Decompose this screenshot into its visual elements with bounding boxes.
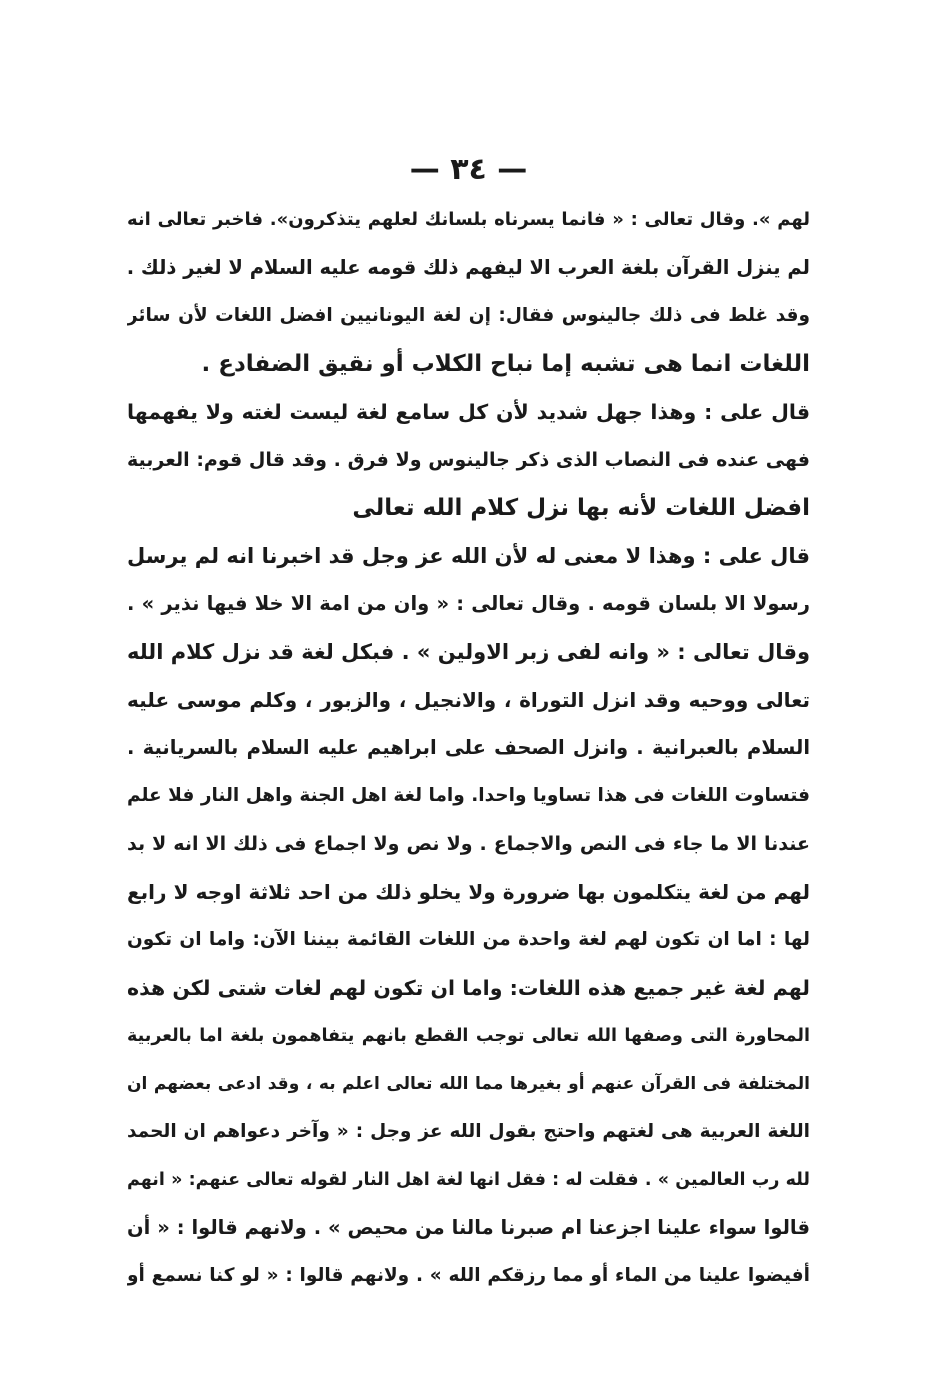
text-line: قالوا سواء علينا اجزعنا ام صبرنا مالنا من محيص » . ولانهم قالوا : « أن xyxy=(127,1216,810,1239)
text-line: لهم ». وقال تعالى : « فانما يسرناه بلسانك لعلهم يتذكرون». فاخبر تعالى انه xyxy=(127,209,810,230)
text-line: اللغة العربية هى لغتهم واحتج بقول الله عز وجل : « وآخر دعواهم ان الحمد xyxy=(127,1121,810,1142)
text-line: لله رب العالمين » . فقلت له : فقل انها لغة اهل النار لقوله تعالى عنهم: « انهم xyxy=(127,1170,810,1190)
text-line: قال على : وهذا جهل شديد لأن كل سامع لغة ليست لغته ولا يفهمها xyxy=(127,400,810,424)
text-line: السلام بالعبرانية . وانزل الصحف على ابراهيم عليه السلام بالسريانية . xyxy=(127,736,810,759)
text-line: لهم لغة غير جميع هذه اللغات: واما ان تكون لهم لغات شتى لكن هذه xyxy=(127,976,810,1000)
body-text xyxy=(127,196,810,1300)
text-line: وقد غلط فى ذلك جالينوس فقال: إن لغة اليونانيين افضل اللغات لأن سائر xyxy=(127,305,810,326)
text-line: المحاورة التى وصفها الله تعالى توجب القطع بانهم يتفاهمون بلغة اما بالعربية xyxy=(127,1026,810,1046)
text-line: تعالى ووحيه وقد انزل التوراة ، والانجيل ، والزبور ، وكلم موسى عليه xyxy=(127,688,810,712)
text-line: قال على : وهذا لا معنى له لأن الله عز وجل قد اخبرنا انه لم يرسل xyxy=(127,544,810,568)
text-line: رسولا الا بلسان قومه . وقال تعالى : « وان من امة الا خلا فيها نذير » . xyxy=(127,592,810,615)
text-line: عندنا الا ما جاء فى النص والاجماع . ولا نص ولا اجماع فى ذلك الا انه لا بد xyxy=(127,833,810,855)
text-line: وقال تعالى : « وانه لفى زبر الاولين » . فبكل لغة قد نزل كلام الله xyxy=(127,640,810,664)
text-line: لهم من لغة يتكلمون بها ضرورة ولا يخلو ذلك من احد ثلاثة اوجه لا رابع xyxy=(127,880,810,904)
text-line: فتساوت اللغات فى هذا تساويا واحدا. واما لغة اهل الجنة واهل النار فلا علم xyxy=(127,785,810,806)
text-line: افضل اللغات لأنه بها نزل كلام الله تعالى xyxy=(352,495,810,521)
text-line: المختلفة فى القرآن عنهم أو بغيرها مما الله تعالى اعلم به ، وقد ادعى بعضهم ان xyxy=(127,1074,810,1094)
page-number: — ٣٤ — xyxy=(409,152,528,187)
text-line: أفيضوا علينا من الماء أو مما رزقكم الله » . ولانهم قالوا : « لو كنا نسمع أو xyxy=(127,1265,810,1286)
text-line: اللغات انما هى تشبه إما نباح الكلاب أو نقيق الضفادع . xyxy=(201,351,810,377)
text-line: فهى عنده فى النصاب الذى ذكر جالينوس ولا فرق . وقد قال قوم: العربية xyxy=(127,449,810,471)
text-line: لها : اما ان تكون لهم لغة واحدة من اللغات القائمة بيننا الآن: واما ان تكون xyxy=(127,929,810,950)
text-line: لم ينزل القرآن بلغة العرب الا ليفهم ذلك قومه عليه السلام لا لغير ذلك . xyxy=(127,256,810,279)
